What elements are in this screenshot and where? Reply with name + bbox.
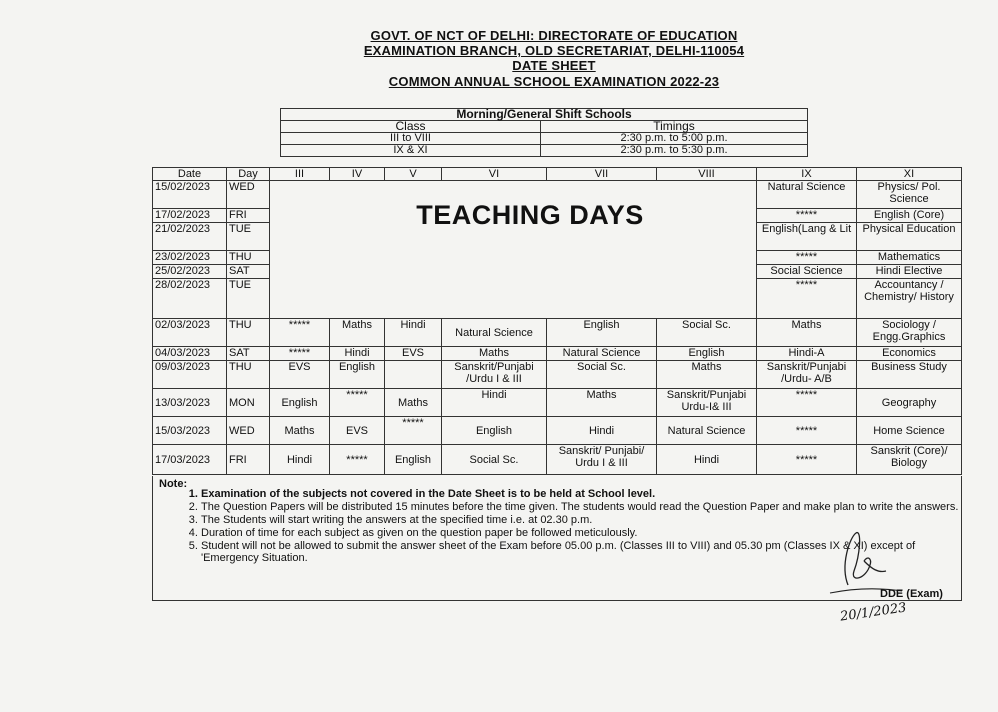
col-day: Day	[227, 168, 270, 181]
class-iv-cell: EVS	[330, 417, 385, 445]
class-label: Class	[281, 121, 541, 133]
class-viii-cell: Maths	[657, 361, 757, 389]
class-xi-cell: Economics	[857, 347, 962, 361]
note-item: 5. Student will not be allowed to submit the answer sheet of the Exam before 05.00 p.m. (Classes III to VIII) and 05.30 pm (Classes IX & XI) except of 'Emergency Situation.	[201, 540, 961, 564]
class-v-cell	[385, 361, 442, 389]
class-xi-cell: Geography	[857, 389, 962, 417]
day-cell: WED	[227, 417, 270, 445]
class-v-cell: *****	[385, 417, 442, 445]
signature-designation: DDE (Exam)	[880, 588, 943, 600]
col-vii: VII	[547, 168, 657, 181]
note-item: 1. Examination of the subjects not covered in the Date Sheet is to be held at School level.	[201, 488, 961, 500]
class-iii-cell: *****	[270, 347, 330, 361]
ix-cell: *****	[757, 251, 857, 265]
table-row	[153, 417, 962, 445]
date-cell: 17/02/2023	[153, 209, 227, 223]
day-cell: FRI	[227, 445, 270, 475]
ix-cell: *****	[757, 279, 857, 319]
ix-cell: English(Lang & Lit	[757, 223, 857, 251]
class-xi-cell: Home Science	[857, 417, 962, 445]
class-iii-cell: Hindi	[270, 445, 330, 475]
class-iv-cell: Hindi	[330, 347, 385, 361]
date-cell: 13/03/2023	[153, 389, 227, 417]
signature-date: 20/1/2023	[839, 600, 908, 625]
class-vi-cell: Social Sc.	[442, 445, 547, 475]
header-line-3: DATE SHEET	[512, 58, 596, 73]
class-vi-cell: Hindi	[442, 389, 547, 417]
class-vi-cell: English	[442, 417, 547, 445]
class-viii-cell: Hindi	[657, 445, 757, 475]
table-row	[153, 319, 962, 347]
shift-timing-table	[280, 108, 808, 157]
class-vii-cell: Social Sc.	[547, 361, 657, 389]
header-row	[153, 168, 962, 181]
shift-time-1: 2:30 p.m. to 5:00 p.m.	[541, 133, 808, 145]
class-xi-cell: Business Study	[857, 361, 962, 389]
class-iv-cell: *****	[330, 389, 385, 417]
ix-cell: Social Science	[757, 265, 857, 279]
class-iii-cell: English	[270, 389, 330, 417]
class-viii-cell: Natural Science	[657, 417, 757, 445]
date-cell: 21/02/2023	[153, 223, 227, 251]
shift-time-2: 2:30 p.m. to 5:30 p.m.	[541, 145, 808, 157]
header-line-2: EXAMINATION BRANCH, OLD SECRETARIAT, DELHI-110054	[363, 43, 745, 58]
class-vi-cell: Natural Science	[442, 319, 547, 347]
date-cell: 15/03/2023	[153, 417, 227, 445]
date-cell: 28/02/2023	[153, 279, 227, 319]
class-viii-cell: Sanskrit/Punjabi Urdu-I& III	[657, 389, 757, 417]
class-vii-cell: Maths	[547, 389, 657, 417]
day-cell: TUE	[227, 279, 270, 319]
col-iv: IV	[330, 168, 385, 181]
date-cell: 17/03/2023	[153, 445, 227, 475]
timings-label: Timings	[541, 121, 808, 133]
ix-cell: *****	[757, 209, 857, 223]
date-cell: 25/02/2023	[153, 265, 227, 279]
class-iii-cell: Maths	[270, 417, 330, 445]
col-v: V	[385, 168, 442, 181]
day-cell: THU	[227, 251, 270, 265]
class-ix-cell: *****	[757, 389, 857, 417]
col-ix: IX	[757, 168, 857, 181]
class-vi-cell: Sanskrit/Punjabi /Urdu I & III	[442, 361, 547, 389]
header-line-1: GOVT. OF NCT OF DELHI: DIRECTORATE OF EDUCATION	[370, 28, 738, 43]
class-viii-cell: Social Sc.	[657, 319, 757, 347]
class-v-cell: Maths	[385, 389, 442, 417]
class-vii-cell: Natural Science	[547, 347, 657, 361]
class-ix-cell: Hindi-A	[757, 347, 857, 361]
note-item: 3. The Students will start writing the answers at the specified time i.e. at 02.30 p.m.	[201, 514, 961, 526]
class-ix-cell: *****	[757, 417, 857, 445]
xi-cell: Mathematics	[857, 251, 962, 265]
header-line-4: COMMON ANNUAL SCHOOL EXAMINATION 2022-23	[388, 74, 720, 89]
xi-cell: Hindi Elective	[857, 265, 962, 279]
col-date: Date	[153, 168, 227, 181]
class-v-cell: EVS	[385, 347, 442, 361]
xi-cell: Physics/ Pol. Science	[857, 181, 962, 209]
note-label: Note:	[159, 478, 188, 490]
date-cell: 15/02/2023	[153, 181, 227, 209]
teaching-days-label: TEACHING DAYS	[416, 200, 644, 230]
date-cell: 09/03/2023	[153, 361, 227, 389]
class-iii-cell: *****	[270, 319, 330, 347]
col-xi: XI	[857, 168, 962, 181]
col-iii: III	[270, 168, 330, 181]
class-v-cell: English	[385, 445, 442, 475]
note-item: 4. Duration of time for each subject as given on the question paper be followed meticulously.	[201, 527, 961, 539]
class-viii-cell: English	[657, 347, 757, 361]
table-row	[153, 389, 962, 417]
table-row	[153, 361, 962, 389]
col-viii: VIII	[657, 168, 757, 181]
date-cell: 04/03/2023	[153, 347, 227, 361]
table-row	[153, 347, 962, 361]
ix-cell: Natural Science	[757, 181, 857, 209]
note-item: 2. The Question Papers will be distributed 15 minutes before the time given. The students would read the Question Paper and make plan to write the answers.	[201, 501, 961, 513]
day-cell: SAT	[227, 265, 270, 279]
shift-title: Morning/General Shift Schools	[281, 109, 808, 121]
xi-cell: Physical Education	[857, 223, 962, 251]
class-ix-cell: *****	[757, 445, 857, 475]
class-v-cell: Hindi	[385, 319, 442, 347]
class-vii-cell: Sanskrit/ Punjabi/ Urdu I & III	[547, 445, 657, 475]
day-cell: MON	[227, 389, 270, 417]
day-cell: TUE	[227, 223, 270, 251]
class-iv-cell: *****	[330, 445, 385, 475]
class-vi-cell: Maths	[442, 347, 547, 361]
shift-class-1: III to VIII	[281, 133, 541, 145]
shift-class-2: IX & XI	[281, 145, 541, 157]
class-vii-cell: Hindi	[547, 417, 657, 445]
xi-cell: English (Core)	[857, 209, 962, 223]
class-iv-cell: Maths	[330, 319, 385, 347]
class-vii-cell: English	[547, 319, 657, 347]
class-xi-cell: Sanskrit (Core)/ Biology	[857, 445, 962, 475]
day-cell: FRI	[227, 209, 270, 223]
xi-cell: Accountancy / Chemistry/ History	[857, 279, 962, 319]
class-ix-cell: Sanskrit/Punjabi /Urdu- A/B	[757, 361, 857, 389]
day-cell: THU	[227, 319, 270, 347]
date-cell: 23/02/2023	[153, 251, 227, 265]
class-ix-cell: Maths	[757, 319, 857, 347]
col-vi: VI	[442, 168, 547, 181]
class-iv-cell: English	[330, 361, 385, 389]
day-cell: SAT	[227, 347, 270, 361]
class-xi-cell: Sociology / Engg.Graphics	[857, 319, 962, 347]
day-cell: THU	[227, 361, 270, 389]
day-cell: WED	[227, 181, 270, 209]
class-iii-cell: EVS	[270, 361, 330, 389]
date-cell: 02/03/2023	[153, 319, 227, 347]
table-row	[153, 445, 962, 475]
